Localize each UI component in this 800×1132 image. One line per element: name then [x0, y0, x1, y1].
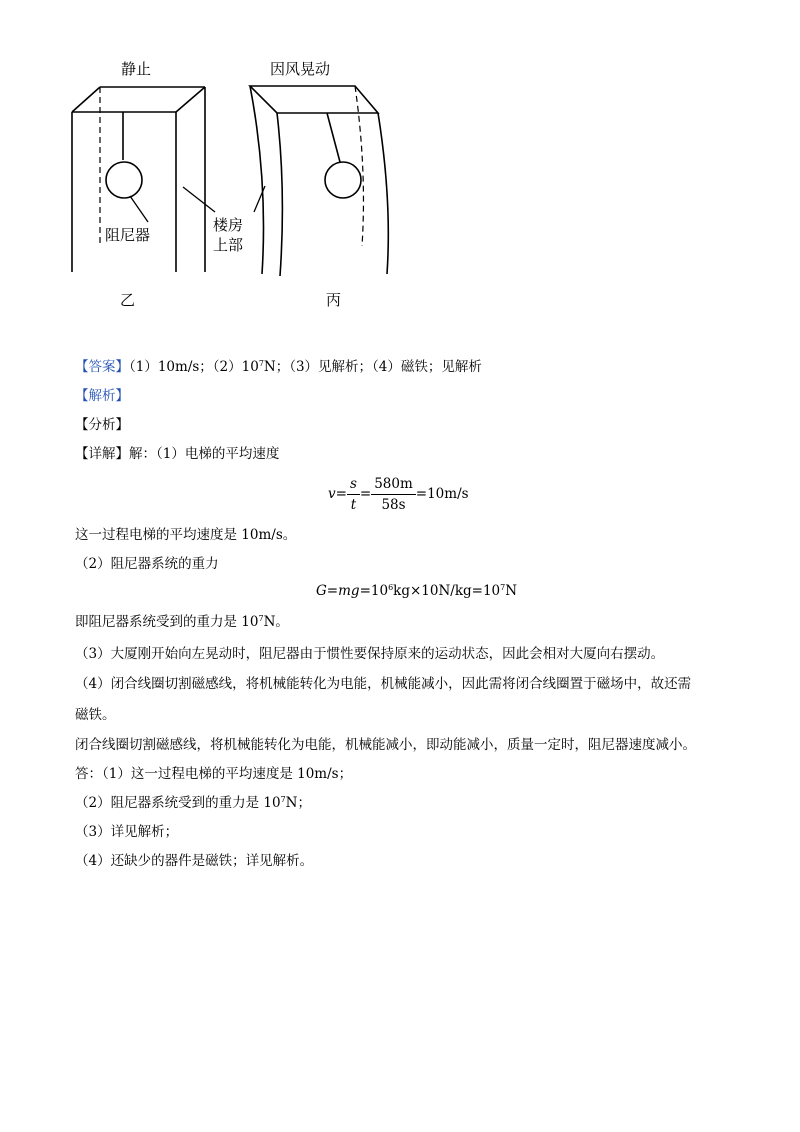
part4-explanation-c: 闭合线圈切割磁感线，将机械能转化为电能，机械能减小，即动能减小，质量一定时，阻尼器速度减小。	[75, 737, 696, 753]
analysis-tag: 【解析】	[75, 388, 129, 404]
damper-label: 阻尼器	[105, 226, 151, 244]
gravity-intro: （2）阻尼器系统的重力	[75, 556, 219, 572]
detail-tag: 【详解】	[75, 446, 129, 462]
answer-exp: 7	[258, 359, 264, 368]
eq2-exp7: 7	[500, 583, 506, 592]
part4-explanation-b: 磁铁。	[75, 707, 116, 723]
answer-text-a: （1）10m/s；（2）10	[129, 359, 259, 375]
speed-equation	[328, 474, 469, 515]
gravity-conclusion	[75, 612, 289, 632]
eq2-eq: =	[326, 583, 339, 599]
final-answer-2-exp: 7	[280, 795, 286, 804]
eq1-v: v	[328, 486, 336, 502]
eq1-eq-b: =	[359, 486, 372, 502]
detail-line	[75, 444, 279, 464]
final-answer-2	[75, 793, 311, 813]
eq2-c: N	[505, 583, 518, 599]
answer-line	[75, 357, 482, 377]
caption-left: 乙	[120, 291, 136, 309]
damper-ball-static	[106, 162, 142, 198]
eq1-num: 580m	[371, 474, 416, 495]
eq1-frac-st	[347, 474, 360, 515]
swaying-title: 因风晃动	[270, 60, 331, 78]
eq1-eq-a: =	[335, 486, 347, 502]
fenxi-tag: 【分析】	[75, 417, 129, 433]
caption-right: 丙	[326, 291, 342, 309]
damper-ball-swaying	[325, 162, 361, 198]
building-top-label-1: 楼房	[213, 216, 244, 234]
swaying-building-drawing	[250, 86, 388, 276]
eq1-den: 58s	[381, 497, 406, 513]
final-answer-1: 答：（1）这一过程电梯的平均速度是 10m/s；	[75, 766, 353, 782]
gravity-conclusion-a: 即阻尼器系统受到的重力是 10	[75, 614, 259, 630]
eq2-b: kg×10N/kg=10	[393, 583, 501, 599]
eq2-G: G	[316, 583, 327, 599]
gravity-conclusion-b: N。	[263, 614, 289, 630]
eq2-exp6: 6	[388, 583, 394, 592]
building-damper-figure	[0, 0, 800, 320]
final-answer-2-b: N；	[285, 795, 311, 811]
answer-text-b: N；（3）见解析；（4）磁铁；见解析	[263, 359, 482, 375]
eq2-mg: mg	[338, 583, 360, 599]
part4-explanation-a: （4）闭合线圈切割磁感线，将机械能转化为电能，机械能减小，因此需将闭合线圈置于磁场中，故还需	[75, 676, 692, 692]
static-title: 静止	[121, 60, 152, 78]
building-top-label-2: 上部	[213, 236, 244, 254]
eq1-frac-values	[371, 474, 416, 515]
eq2-a: =10	[359, 583, 389, 599]
eq1-result: =10m/s	[415, 486, 469, 502]
eq1-s: s	[349, 476, 357, 492]
answer-tag: 【答案】	[75, 359, 129, 375]
gravity-equation	[316, 583, 517, 599]
speed-conclusion: 这一过程电梯的平均速度是 10m/s。	[75, 527, 297, 543]
final-answer-4: （4）还缺少的器件是磁铁；详见解析。	[75, 853, 314, 869]
eq1-t: t	[350, 497, 357, 513]
gravity-conclusion-exp: 7	[258, 614, 264, 623]
part3-explanation: （3）大厦刚开始向左晃动时，阻尼器由于惯性要保持原来的运动状态，因此会相对大厦向右摆动。	[75, 646, 665, 662]
detail-text: 解：（1）电梯的平均速度	[129, 446, 280, 462]
final-answer-2-a: （2）阻尼器系统受到的重力是 10	[75, 795, 281, 811]
final-answer-3: （3）详见解析；	[75, 824, 179, 840]
